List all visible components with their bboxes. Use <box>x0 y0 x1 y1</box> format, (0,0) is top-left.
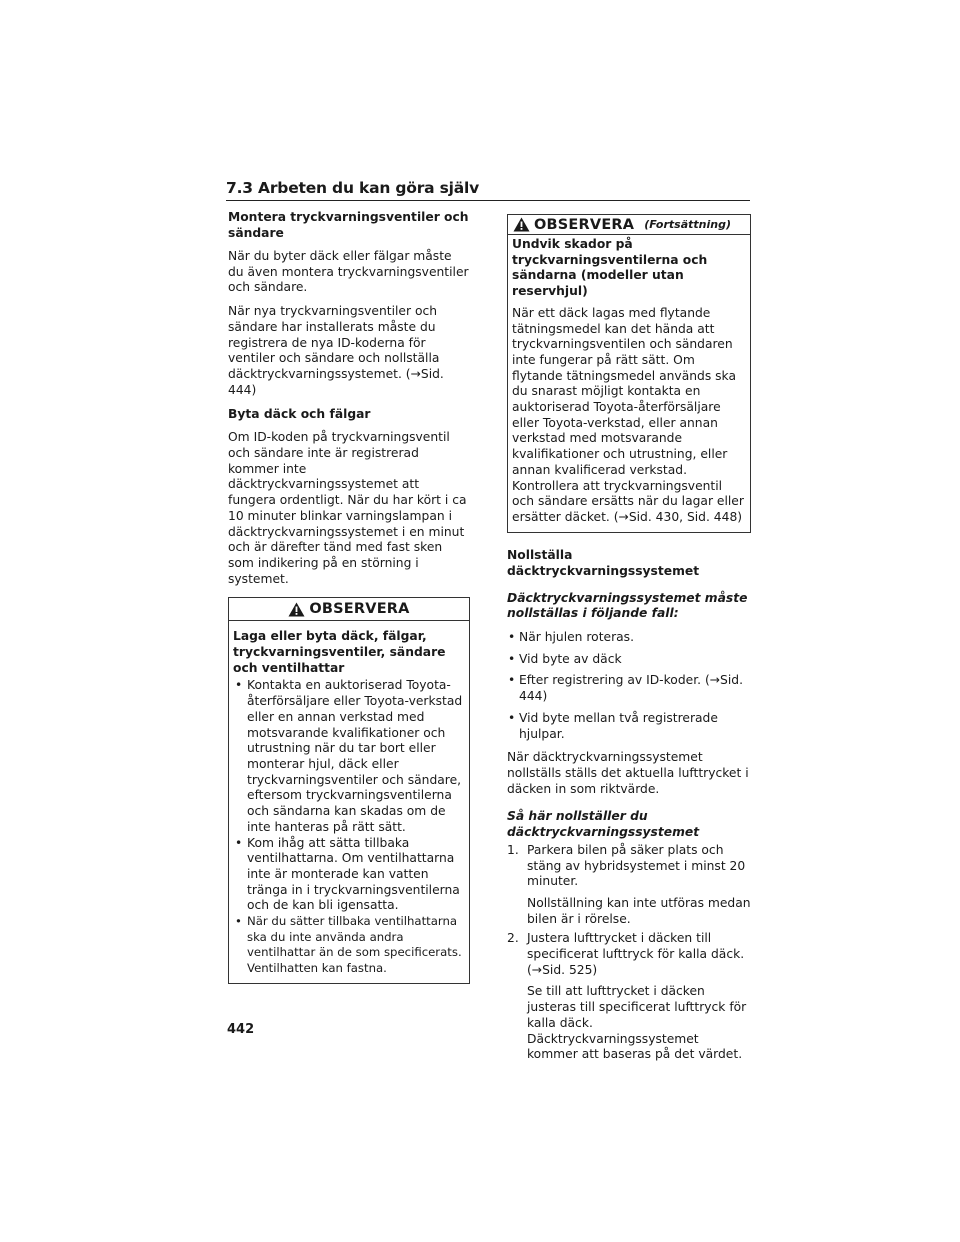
warning-icon <box>513 217 530 232</box>
caution-label: OBSERVERA <box>309 601 410 618</box>
step-item: 1. Parkera bilen på säker plats och stäng av hybridsystemet i minst 20 minuter. Nollställning kan inte utföras medan bilen är i rörelse. <box>507 842 751 926</box>
paragraph: Om ID-koden på tryckvarningsventil och sändare inte är registrerad kommer inte däcktryckvarningssystemet att fungera ordentligt. När du har kört i ca 10 minuter blinkar varningslampan i däcktryckvarningssystemet i en minut och är därefter tänd med fast sken som indikering på en störning i systemet. <box>228 430 467 586</box>
steps-list <box>507 843 751 1063</box>
caution-box <box>228 597 470 983</box>
caution-label: OBSERVERA <box>534 216 635 233</box>
caution-box-continued <box>507 214 751 533</box>
continued-label: (Fortsättning) <box>644 218 731 231</box>
caution-text: När ett däck lagas med flytande tätningsmedel kan det hända att tryckvarningsventilen och sändaren inte fungerar på rätt sätt. Om flytande tätningsmedel används ska du snarast möjligt kontakta en auktoriserad Toyota-återförsäljare eller Toyota-verkstad, eller annan verkstad med motsvarande kvalifikationer och utrustning, eller annan kvalificerad verkstad. Kontrollera att tryckvarningsventil och sändare ersätts när du lagar eller ersätter däcket. (→Sid. 430, Sid. 448) <box>512 305 744 524</box>
caution-header <box>229 598 469 621</box>
list-item: • Kontakta en auktoriserad Toyota-återförsäljare eller Toyota-verkstad eller en annan verkstad med motsvarande kvalifikationer och utrustning när du tar bort eller monterar hjul, däck eller tryckvarningsventiler och sändare, eftersom tryckvarningsventilerna och sändarna kan skadas om de inte hanteras på rätt sätt. <box>235 678 463 834</box>
list-item: • Vid byte av däck <box>508 651 622 666</box>
caution-heading: Laga eller byta däck, fälgar, tryckvarningsventiler, sändare och ventilhattar <box>233 629 446 675</box>
heading-reset: Nollställa däcktryckvarningssystemet <box>507 547 700 578</box>
caution-body <box>229 621 469 982</box>
paragraph: När nya tryckvarningsventiler och sändare har installerats måste du registrera de nya ID-koderna för ventiler och sändare och nollställa däcktryckvarningssystemet. (→Sid. 444) <box>228 304 444 397</box>
list-item: • Kom ihåg att sätta tillbaka ventilhattarna. Om ventilhattarna inte är monterade kan vatten tränga in i tryckvarningsventilerna och de kan bli igensatta. <box>235 835 460 913</box>
section-title: 7.3 Arbeten du kan göra själv <box>226 179 480 197</box>
caution-list <box>233 678 465 976</box>
subheading-how-to-reset: Så här nollställer du däcktryckvarningssystemet <box>507 809 700 840</box>
caution-header <box>508 215 750 235</box>
caution-heading: Undvik skador på tryckvarningsventilerna och sändarna (modeller utan reservhjul) <box>512 237 708 299</box>
subheading-reset-cases: Däcktryckvarningssystemet måste nollställas i följande fall: <box>507 590 748 621</box>
page-number: 442 <box>227 1022 255 1037</box>
paragraph: När däcktryckvarningssystemet nollställs ställs det aktuella lufttrycket i däcken in som riktvärde. <box>507 750 749 796</box>
warning-icon <box>288 602 305 617</box>
step-item: 2. Justera lufttrycket i däcken till specificerat lufttryck för kalla däck. (→Sid. 525) Se till att lufttrycket i däcken justeras till specificerat lufttryck för kalla däck. Däcktryckvarningssystemet kommer att baseras på det värdet. <box>507 931 747 1062</box>
page-header <box>226 178 750 201</box>
heading-change-tires: Byta däck och fälgar <box>228 407 371 422</box>
list-item: • När du sätter tillbaka ventilhattarna ska du inte använda andra ventilhattar än de som specificerats. Ventilhatten kan fastna. <box>235 914 462 976</box>
caution-body <box>508 235 750 532</box>
list-item: • När hjulen roteras. <box>508 630 634 645</box>
right-column <box>507 214 751 1065</box>
left-column <box>228 209 470 984</box>
reset-cases-list <box>507 630 751 742</box>
list-item: • Vid byte mellan två registrerade hjulpar. <box>508 710 718 741</box>
paragraph: När du byter däck eller fälgar måste du även montera tryckvarningsventiler och sändare. <box>228 249 469 295</box>
list-item: • Efter registrering av ID-koder. (→Sid. 444) <box>508 673 743 704</box>
heading-mount-valves: Montera tryckvarningsventiler och sändare <box>228 210 469 240</box>
